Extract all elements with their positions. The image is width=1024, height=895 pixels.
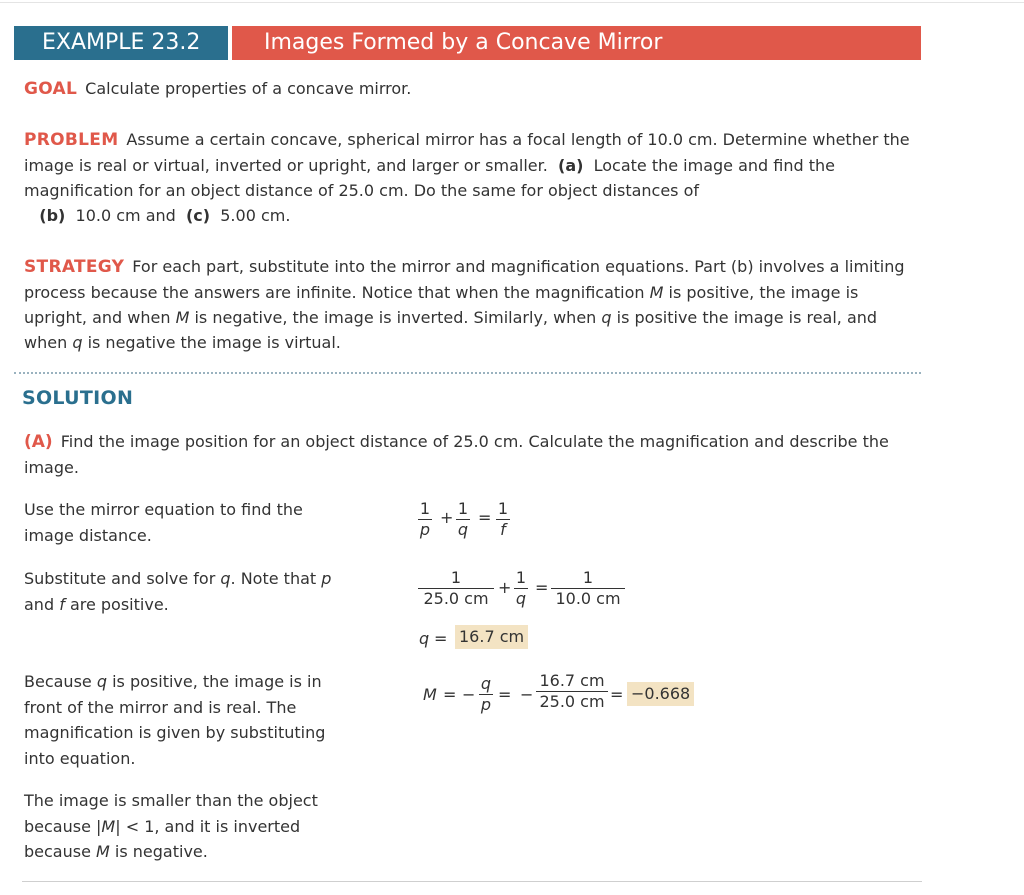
equals-sign: = xyxy=(478,508,492,527)
symbol-p: p xyxy=(321,569,332,588)
example-label: EXAMPLE 23.2 xyxy=(14,26,228,60)
symbol-M: M xyxy=(423,685,437,704)
problem-label: PROBLEM xyxy=(24,130,119,150)
strategy-symbol-q: q xyxy=(601,308,612,327)
step-2-text xyxy=(24,566,344,617)
fraction-q-over-p: $\frac{q}{p}$ xyxy=(480,674,492,714)
fraction-1-over-p-value: $\frac{1}{25.0 cm}$ xyxy=(418,569,494,608)
part-a-label: (A) xyxy=(24,432,53,452)
minus-sign: − xyxy=(462,685,476,704)
fraction-1-over-f: $\frac{1}{f}$ xyxy=(497,499,509,539)
symbol-M: M xyxy=(101,816,116,836)
q-result-highlight: 16.7 cm xyxy=(455,625,528,649)
step-2-c: and xyxy=(24,594,55,614)
step-3-text xyxy=(24,669,339,771)
solution-heading: SOLUTION xyxy=(22,387,134,409)
fraction-q-value-over-p-value: $\frac{16.7 cm}{25.0 cm}$ xyxy=(536,672,608,711)
symbol-q: q xyxy=(220,569,231,588)
step-1-text: Use the mirror equation to find the image distance. xyxy=(24,500,303,545)
example-header xyxy=(14,26,921,60)
goal-section xyxy=(24,76,914,102)
part-a-text: Find the image position for an object distance of 25.0 cm. Calculate the magnification and describe the image. xyxy=(24,432,889,477)
fraction-1-over-q: $\frac{1}{q}$ xyxy=(457,499,469,539)
equals-sign: = xyxy=(498,685,512,704)
equals-sign: = xyxy=(434,629,448,648)
strategy-text-2: is positive, the image is upright, and when xyxy=(24,283,859,327)
equals-sign: = xyxy=(610,685,624,704)
symbol-q: q xyxy=(96,672,107,691)
equals-sign: = xyxy=(535,578,549,597)
problem-text-1: Assume a certain concave, spherical mirror has a focal length of 10.0 cm. Determine whether the image is real or virtual, inverted or upright, and larger or smaller. xyxy=(24,130,910,175)
strategy-symbol-M: M xyxy=(175,308,190,327)
fraction-1-over-f-value: $\frac{1}{10.0 cm}$ xyxy=(551,569,625,608)
step-4-c: is negative. xyxy=(114,842,208,861)
problem-text-3: 10.0 cm and xyxy=(75,206,176,225)
strategy-symbol-q: q xyxy=(72,333,83,352)
part-c-marker: (c) xyxy=(185,206,211,225)
symbol-f: f xyxy=(59,594,65,614)
strategy-text-1: For each part, substitute into the mirror and magnification equations. Part (b) involves a limiting process because the answers are infinite. Notice that when the magnification xyxy=(24,257,905,302)
equals-sign: = xyxy=(443,685,457,704)
bottom-divider xyxy=(22,881,922,882)
step-2-b: . Note that xyxy=(230,569,317,588)
problem-section xyxy=(24,127,914,228)
minus-sign: − xyxy=(520,685,534,704)
top-divider xyxy=(0,2,1024,3)
symbol-M: M xyxy=(96,842,110,861)
strategy-text-3: is negative, the image is inverted. Similarly, when xyxy=(194,308,597,327)
problem-text-4: 5.00 cm. xyxy=(220,206,291,225)
step-2-d: are positive. xyxy=(69,594,169,614)
magnification-result-highlight: −0.668 xyxy=(627,682,694,706)
problem-text-2: Locate the image and find the magnification for an object distance of 25.0 cm. Do the same for object distances of xyxy=(24,156,836,200)
step-3-b: is positive, the image is in front of the mirror and is real. The magnification is given by substituting into equation. xyxy=(24,672,326,768)
goal-label: GOAL xyxy=(24,79,78,99)
dotted-divider xyxy=(14,372,921,374)
strategy-label: STRATEGY xyxy=(24,257,125,277)
goal-text: Calculate properties of a concave mirror. xyxy=(85,79,412,98)
fraction-1-over-q: $\frac{1}{q}$ xyxy=(515,568,527,608)
step-4-b: | < 1, and it is inverted because xyxy=(24,816,301,861)
plus-sign: + xyxy=(498,578,512,597)
step-3-a: Because xyxy=(24,672,92,691)
fraction-1-over-p: $\frac{1}{p}$ xyxy=(419,499,431,539)
plus-sign: + xyxy=(440,508,454,527)
step-4-text xyxy=(24,788,324,865)
step-4-a: The image is smaller than the object because | xyxy=(24,791,318,836)
strategy-text-4: is positive the image is real, and when xyxy=(24,308,878,352)
step-2-a: Substitute and solve for xyxy=(24,569,216,588)
example-title: Images Formed by a Concave Mirror xyxy=(232,26,921,60)
part-a-marker: (a) xyxy=(558,156,584,175)
part-a-section xyxy=(24,429,914,480)
strategy-symbol-M: M xyxy=(649,283,664,302)
strategy-section xyxy=(24,254,914,355)
part-b-marker: (b) xyxy=(39,206,66,225)
symbol-q: q xyxy=(419,629,430,648)
strategy-text-5: is negative the image is virtual. xyxy=(87,333,341,352)
